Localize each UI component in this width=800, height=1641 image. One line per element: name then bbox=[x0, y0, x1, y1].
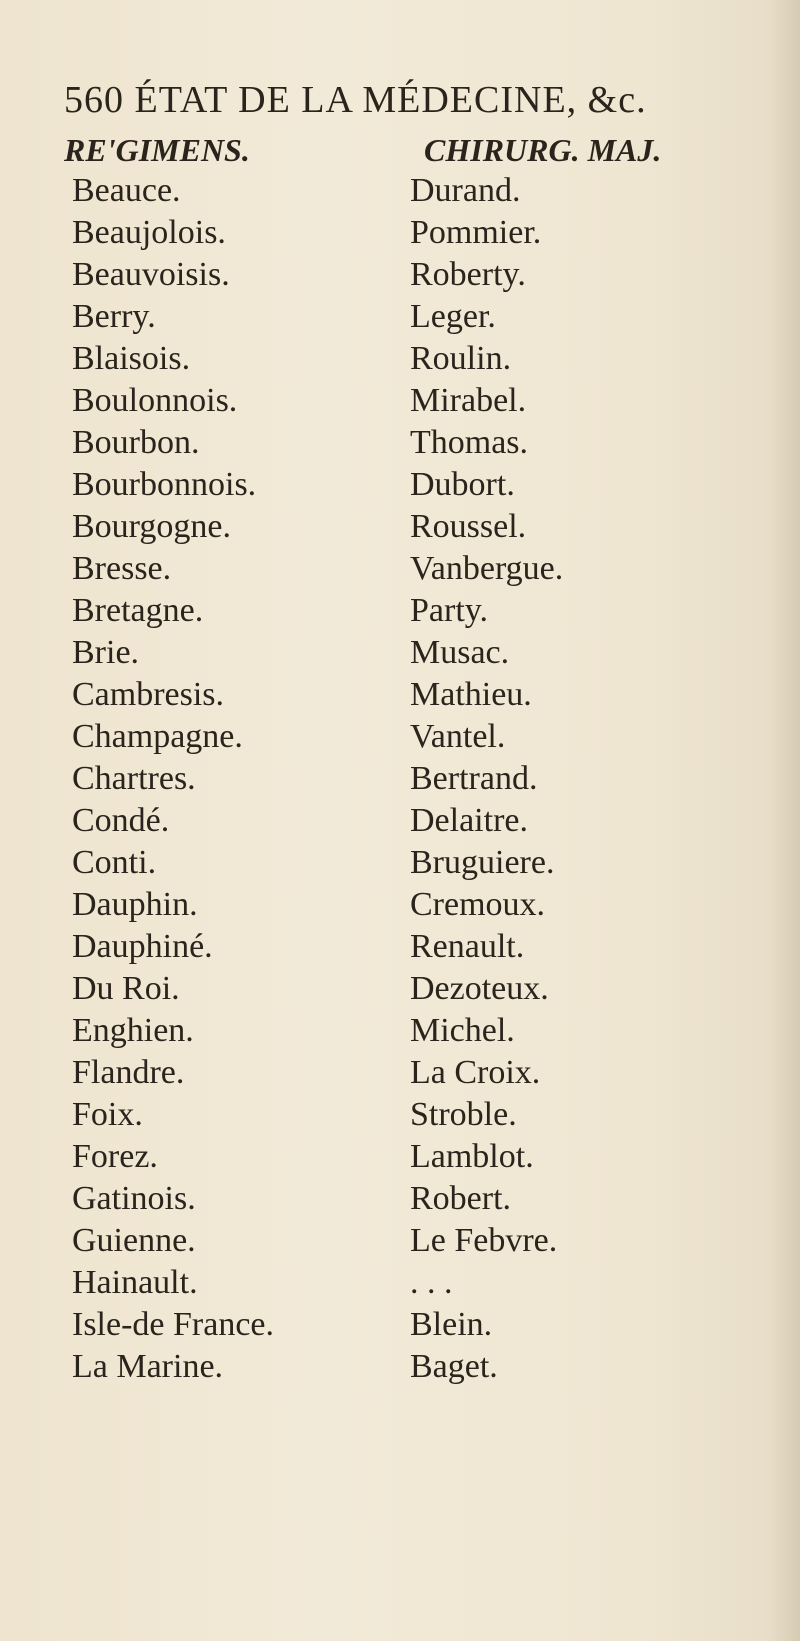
list-item bbox=[0, 548, 800, 590]
list-item bbox=[0, 590, 800, 632]
list-item bbox=[0, 1178, 800, 1220]
surgeon-name: Durand. bbox=[410, 172, 521, 209]
surgeon-name: Party. bbox=[410, 592, 489, 629]
surgeon-name: Mathieu. bbox=[410, 676, 532, 713]
list-item bbox=[0, 1010, 800, 1052]
surgeon-name: Vanbergue. bbox=[410, 550, 564, 587]
regiment-name: Dauphiné. bbox=[72, 928, 213, 965]
surgeon-name: Stroble. bbox=[410, 1096, 517, 1133]
list-item bbox=[0, 254, 800, 296]
column-header-regiments: RE'GIMENS. bbox=[64, 132, 250, 168]
surgeon-name: Bruguiere. bbox=[410, 844, 555, 881]
regiment-list bbox=[0, 170, 800, 1388]
regiment-name: Condé. bbox=[72, 802, 170, 839]
list-item bbox=[0, 1094, 800, 1136]
regiment-name: Cambresis. bbox=[72, 676, 225, 713]
running-header bbox=[64, 78, 704, 126]
list-item bbox=[0, 1220, 800, 1262]
list-item bbox=[0, 800, 800, 842]
surgeon-name: Bertrand. bbox=[410, 760, 538, 797]
surgeon-name: Mirabel. bbox=[410, 382, 527, 419]
list-item bbox=[0, 1136, 800, 1178]
regiment-name: La Marine. bbox=[72, 1348, 224, 1385]
list-item bbox=[0, 968, 800, 1010]
surgeon-name: Thomas. bbox=[410, 424, 529, 461]
regiment-name: Enghien. bbox=[72, 1012, 194, 1049]
regiment-name: Bourgogne. bbox=[72, 508, 231, 545]
column-header-chirurgiens: CHIRURG. MAJ. bbox=[424, 132, 662, 168]
surgeon-name: Roulin. bbox=[410, 340, 512, 377]
surgeon-name: Renault. bbox=[410, 928, 525, 965]
regiment-name: Champagne. bbox=[72, 718, 243, 755]
surgeon-name: Cremoux. bbox=[410, 886, 546, 923]
regiment-name: Bretagne. bbox=[72, 592, 204, 629]
list-item bbox=[0, 674, 800, 716]
surgeon-name: Vantel. bbox=[410, 718, 506, 755]
regiment-name: Forez. bbox=[72, 1138, 158, 1175]
regiment-name: Foix. bbox=[72, 1096, 143, 1133]
regiment-name: Bresse. bbox=[72, 550, 172, 587]
surgeon-name: Delaitre. bbox=[410, 802, 528, 839]
surgeon-name: Blein. bbox=[410, 1306, 493, 1343]
regiment-name: Guienne. bbox=[72, 1222, 196, 1259]
regiment-name: Bourbon. bbox=[72, 424, 200, 461]
surgeon-name: La Croix. bbox=[410, 1054, 541, 1091]
surgeon-name: Lamblot. bbox=[410, 1138, 534, 1175]
list-item bbox=[0, 1346, 800, 1388]
regiment-name: Berry. bbox=[72, 298, 156, 335]
regiment-name: Brie. bbox=[72, 634, 140, 671]
column-headers bbox=[64, 132, 724, 172]
regiment-name: Gatinois. bbox=[72, 1180, 196, 1217]
list-item bbox=[0, 1304, 800, 1346]
list-item bbox=[0, 422, 800, 464]
list-item bbox=[0, 1262, 800, 1304]
surgeon-name: Michel. bbox=[410, 1012, 515, 1049]
surgeon-name: . . . bbox=[410, 1264, 453, 1301]
list-item bbox=[0, 338, 800, 380]
regiment-name: Bourbonnois. bbox=[72, 466, 257, 503]
surgeon-name: Robert. bbox=[410, 1180, 512, 1217]
surgeon-name: Le Febvre. bbox=[410, 1222, 558, 1259]
list-item bbox=[0, 632, 800, 674]
list-item bbox=[0, 506, 800, 548]
regiment-name: Du Roi. bbox=[72, 970, 180, 1007]
list-item bbox=[0, 884, 800, 926]
surgeon-name: Musac. bbox=[410, 634, 510, 671]
list-item bbox=[0, 170, 800, 212]
regiment-name: Beauce. bbox=[72, 172, 181, 209]
header-suffix: , &c. bbox=[566, 79, 647, 121]
regiment-name: Beaujolois. bbox=[72, 214, 226, 251]
regiment-name: Hainault. bbox=[72, 1264, 198, 1301]
regiment-name: Boulonnois. bbox=[72, 382, 238, 419]
regiment-name: Flandre. bbox=[72, 1054, 185, 1091]
list-item bbox=[0, 842, 800, 884]
surgeon-name: Leger. bbox=[410, 298, 496, 335]
regiment-name: Conti. bbox=[72, 844, 157, 881]
surgeon-name: Baget. bbox=[410, 1348, 498, 1385]
surgeon-name: Roberty. bbox=[410, 256, 526, 293]
surgeon-name: Dubort. bbox=[410, 466, 515, 503]
regiment-name: Chartres. bbox=[72, 760, 196, 797]
list-item bbox=[0, 1052, 800, 1094]
surgeon-name: Pommier. bbox=[410, 214, 542, 251]
regiment-name: Beauvoisis. bbox=[72, 256, 230, 293]
regiment-name: Dauphin. bbox=[72, 886, 198, 923]
list-item bbox=[0, 464, 800, 506]
header-title: ÉTAT DE LA MÉDECINE bbox=[134, 79, 567, 121]
regiment-name: Blaisois. bbox=[72, 340, 191, 377]
list-item bbox=[0, 926, 800, 968]
regiment-name: Isle-de France. bbox=[72, 1306, 275, 1343]
list-item bbox=[0, 380, 800, 422]
surgeon-name: Dezoteux. bbox=[410, 970, 549, 1007]
page-number: 560 bbox=[64, 79, 124, 121]
list-item bbox=[0, 212, 800, 254]
surgeon-name: Roussel. bbox=[410, 508, 527, 545]
list-item bbox=[0, 758, 800, 800]
list-item bbox=[0, 716, 800, 758]
list-item bbox=[0, 296, 800, 338]
